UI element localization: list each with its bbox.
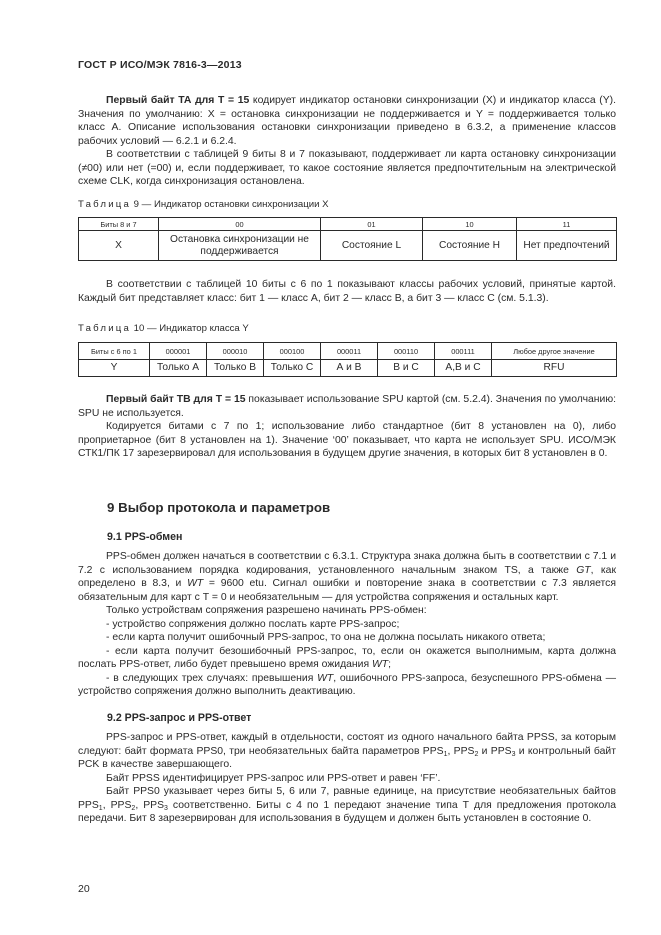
subscript: 3 bbox=[511, 750, 516, 758]
section-9-2-heading: 9.2 PPS-запрос и PPS-ответ bbox=[107, 712, 252, 724]
table10-cell: Только А bbox=[150, 360, 207, 377]
s91-paragraph-1 bbox=[78, 550, 616, 604]
section-9-heading: 9 Выбор протокола и параметров bbox=[107, 500, 331, 515]
table9-header-cell: 00 bbox=[159, 218, 321, 231]
table10-header-cell: 000100 bbox=[264, 343, 321, 360]
tb-paragraph-1-text: показывает использование SPU картой (см. 5.2.4). Значения по умолчанию: SPU не используется. bbox=[78, 394, 616, 419]
table9-caption bbox=[78, 199, 329, 210]
s92-paragraph-1 bbox=[78, 731, 616, 772]
table9-row bbox=[79, 231, 617, 261]
table10-cell: Y bbox=[79, 360, 150, 377]
s92-text: и контрольный байт PCK в качестве завершающего. bbox=[78, 745, 616, 770]
s92-paragraph-2: Байт PPSS идентифицирует PPS-запрос или PPS-ответ и равен ‘FF’. bbox=[106, 772, 441, 784]
subscript: 1 bbox=[98, 804, 103, 812]
tb-paragraph-2: Кодируется битами с 7 по 1; использование либо стандартное (бит 8 установлен на 0), либо проприетарное (бит 8 установлен на 1). Значение ‘00’ показывает, что карта не использует SPU. ИСО/МЭК СТК1/ПК 17 зарезервировал для использования в будущем другие значения, в которых бит 8 установлен в 0. bbox=[78, 421, 616, 459]
class-paragraph: В соответствии с таблицей 10 биты с 6 по 1 показывают классы рабочих условий, принятые картой. Каждый бит представляет класс: бит 1 — класс А, бит 2 — класс В, а бит 3 — класс С (см. 5.1.3). bbox=[78, 279, 616, 304]
s92-text: соответственно. Биты с 4 по 1 передают значение типа Т для предложения протокола передачи. Бит 8 зарезервирован для использования в будущем и должен быть установлен в состояние 0. bbox=[78, 799, 616, 824]
s91-text: , ошибочного PPS-запроса, безуспешного PPS-обмена — устройство сопряжения должно выполнить деактивацию. bbox=[78, 672, 616, 697]
table9-caption-text: 9 — Индикатор остановки синхронизации X bbox=[131, 199, 329, 210]
s91-list-item: - устройство сопряжения должно послать карте PPS-запрос; bbox=[106, 618, 400, 630]
table10-cell: Только С bbox=[264, 360, 321, 377]
wt-term: WT bbox=[317, 672, 334, 684]
tb-bold-lead: Первый байт ТВ для Т = 15 bbox=[106, 394, 246, 405]
subscript: 1 bbox=[443, 750, 448, 758]
table10-cell: Только В bbox=[207, 360, 264, 377]
table9-header-row bbox=[79, 218, 617, 231]
table10-header-cell: Любое другое значение bbox=[492, 343, 617, 360]
table10-cell: В и С bbox=[378, 360, 435, 377]
gt-term: GT bbox=[576, 564, 591, 576]
table9-cell: Остановка синхронизации не поддерживается bbox=[159, 231, 321, 261]
s92-text: , PPS bbox=[447, 745, 475, 757]
s91-text: = 9600 etu. Сигнал ошибки и повторение знака в соответствии с 7.3 является обязательным для карт с Т = 0 и необязательным — для устройства сопряжения и остальных карт. bbox=[78, 578, 616, 603]
subscript: 2 bbox=[474, 750, 479, 758]
table9-cell: Состояние H bbox=[423, 231, 517, 261]
s91-list-item bbox=[78, 672, 616, 699]
table9-cell: Состояние L bbox=[321, 231, 423, 261]
wt-term: WT bbox=[372, 659, 389, 670]
table10-header-cell: 000110 bbox=[378, 343, 435, 360]
ta-paragraph-2: В соответствии с таблицей 9 биты 8 и 7 показывают, поддерживает ли карта остановку синхронизации (≠00) или нет (=00) и, если поддерживает, то какое состояние является предпочтительным на электрической схеме CLK, когда синхронизация остановлена. bbox=[78, 149, 616, 187]
tb-paragraph-1 bbox=[78, 393, 616, 420]
subscript: 2 bbox=[131, 804, 136, 812]
s91-list-item bbox=[78, 645, 616, 672]
ta-paragraph-1-text: кодирует индикатор остановки синхронизации (X) и индикатор класса (Y). Значения по умолчанию: X = остановка синхронизации не поддерживается и Y = поддерживается только класс А. Описание использования остановки синхронизации приведено в 6.3.2, а применение классов рабочих условий — 6.2.1 и 6.2.4. bbox=[78, 95, 616, 147]
table10-header-row bbox=[79, 343, 617, 360]
table10-cell: RFU bbox=[492, 360, 617, 377]
s91-text: , как определено в 8.3, и bbox=[78, 564, 616, 589]
ta-section bbox=[78, 94, 616, 189]
table9-cell: Нет предпочтений bbox=[517, 231, 617, 261]
table9-header-cell: 01 bbox=[321, 218, 423, 231]
section-9-2-body bbox=[78, 731, 616, 826]
table10-header-cell: 000001 bbox=[150, 343, 207, 360]
table10-label: Таблица bbox=[78, 323, 132, 334]
table9-header-cell: 11 bbox=[517, 218, 617, 231]
section-9-1-body bbox=[78, 550, 616, 699]
wt-term: WT bbox=[187, 578, 204, 589]
table9-header-cell: 10 bbox=[423, 218, 517, 231]
table9 bbox=[78, 217, 617, 261]
section-9-1-heading: 9.1 PPS-обмен bbox=[107, 531, 183, 543]
table10-header-cell: 000011 bbox=[321, 343, 378, 360]
table10 bbox=[78, 342, 617, 377]
subscript: 3 bbox=[164, 804, 168, 812]
table10-cell: А,В и С bbox=[435, 360, 492, 377]
s92-text: PPS-запрос и PPS-ответ, каждый в отдельности, состоят из одного начального байта PPSS, за которым следуют: байт формата PPS0, три необязательных байта параметров PPS bbox=[78, 732, 616, 757]
table10-header-cell: 000010 bbox=[207, 343, 264, 360]
s92-text: Байт PPS0 указывает через биты 5, 6 или 7, равные единице, на присутствие необязательных байтов PPS bbox=[78, 786, 616, 811]
ta-bold-lead: Первый байт ТА для Т = 15 bbox=[106, 95, 250, 106]
table9-header-cell: Биты 8 и 7 bbox=[79, 218, 159, 231]
s91-text: - если карта получит безошибочный PPS-запрос, то, если он окажется выполнимым, карта должна послать PPS-ответ, либо будет превышено время ожидания bbox=[78, 645, 616, 670]
table10-cell: А и В bbox=[321, 360, 378, 377]
table10-header-cell: Биты с 6 по 1 bbox=[79, 343, 150, 360]
s91-list-item: - если карта получит ошибочный PPS-запрос, то она не должна посылать никакого ответа; bbox=[106, 632, 546, 643]
document-header: ГОСТ Р ИСО/МЭК 7816-3—2013 bbox=[78, 59, 242, 71]
s91-text: - в следующих трех случаях: превышения bbox=[106, 672, 318, 684]
s91-text: ; bbox=[388, 659, 392, 670]
table10-row bbox=[79, 360, 617, 377]
s92-text: и PPS bbox=[478, 745, 512, 757]
table10-header-cell: 000111 bbox=[435, 343, 492, 360]
table10-caption bbox=[78, 323, 249, 334]
page-number: 20 bbox=[78, 883, 90, 895]
table9-label: Таблица bbox=[78, 199, 132, 210]
s92-paragraph-3 bbox=[78, 785, 616, 826]
s91-text: PPS-обмен должен начаться в соответствии с 6.3.1. Структура знака должна быть в соответствии с 7.1 и 7.2 с использованием порядка кодирования, установленного начальным знаком TS, а также bbox=[78, 551, 616, 576]
ta-paragraph-1 bbox=[78, 94, 616, 148]
table9-cell: X bbox=[79, 231, 159, 261]
tb-section bbox=[78, 393, 616, 461]
table10-caption-text: 10 — Индикатор класса Y bbox=[131, 323, 249, 334]
s92-text: , PPS bbox=[135, 799, 165, 811]
s91-paragraph-2: Только устройствам сопряжения разрешено начинать PPS-обмен: bbox=[106, 605, 427, 616]
s92-text: , PPS bbox=[102, 799, 132, 811]
